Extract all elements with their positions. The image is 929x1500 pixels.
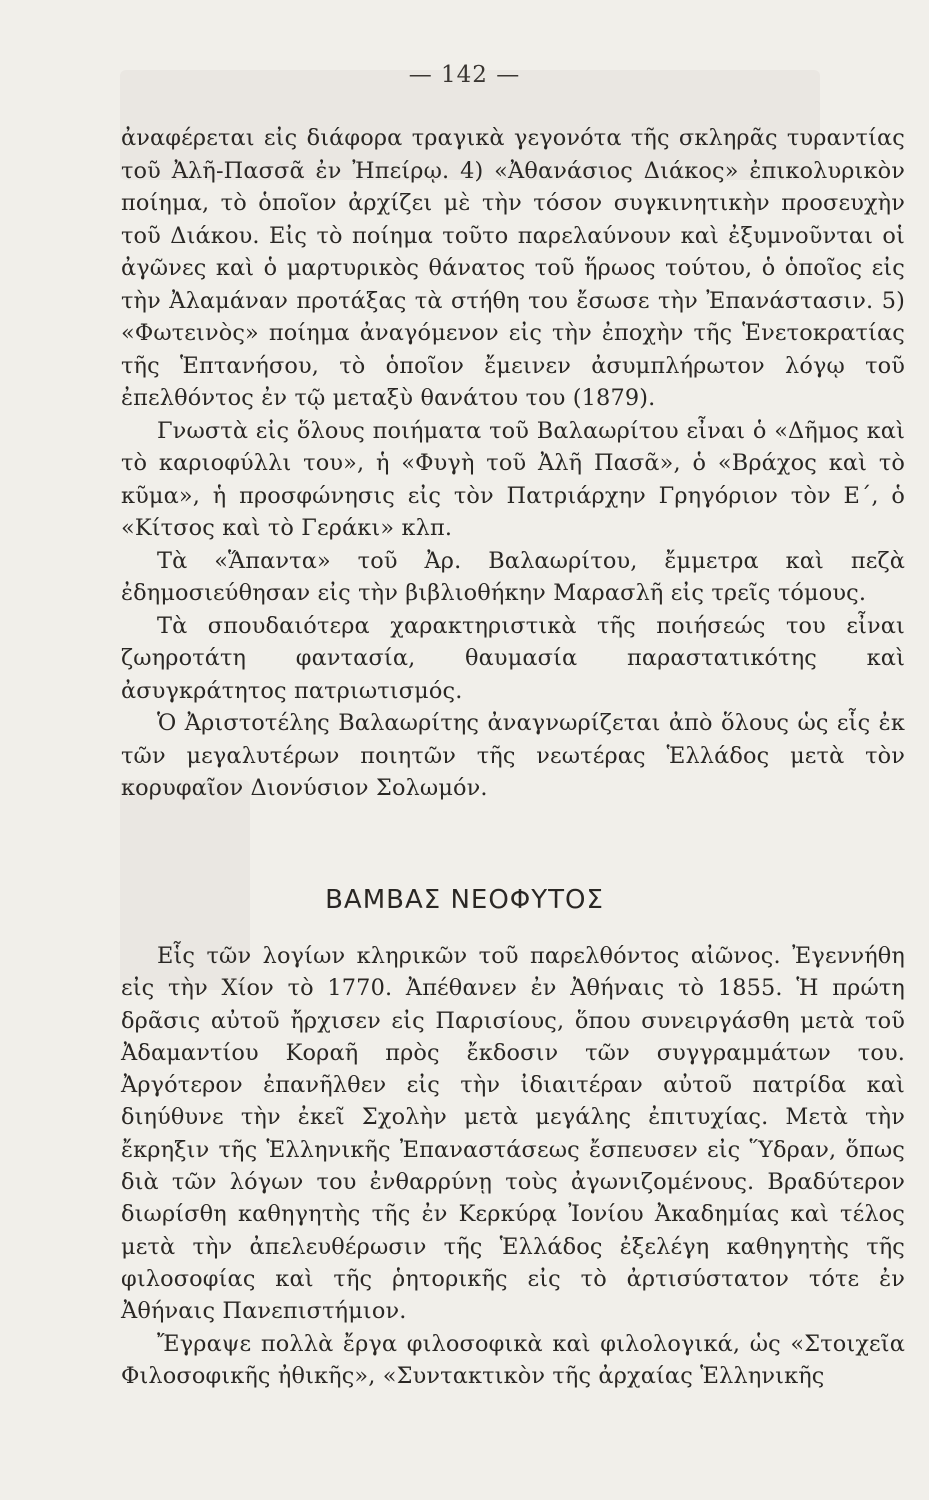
paragraph: Τὰ σπουδαιότερα χαρακτηριστικὰ τῆς ποιήσεώς του εἶναι ζωηροτάτη φαντασία, θαυμασία παραστατικότης καὶ ἀσυγκράτητος πατριωτισμός. <box>121 612 905 704</box>
bottom-text-block <box>121 940 905 1392</box>
paragraph: Εἷς τῶν λογίων κληρικῶν τοῦ παρελθόντος αἰῶνος. Ἐγεννήθη εἰς τὴν Χίον τὸ 1770. Ἀπέθανεν ἐν Ἀθήναις τὸ 1855. Ἡ πρώτη δρᾶσις αὐτοῦ ἤρχισεν εἰς Παρισίους, ὅπου συνειργάσθη μετὰ τοῦ Ἀδαμαντίου Κοραῆ πρὸς ἔκδοσιν τῶν συγγραμμάτων του. Ἀργότερον ἐπανῆλθεν εἰς τὴν ἰδιαιτέραν αὐτοῦ πατρίδα καὶ διηύθυνε τὴν ἐκεῖ Σχολὴν μετὰ μεγάλης ἐπιτυχίας. Μετὰ τὴν ἔκρηξιν τῆς Ἑλληνικῆς Ἐπαναστάσεως ἔσπευσεν εἰς Ὕδραν, ὅπως διὰ τῶν λόγων του ἐνθαρρύνῃ τοὺς ἀγωνιζομένους. Βραδύτερον διωρίσθη καθηγητὴς τῆς ἐν Κερκύρᾳ Ἰονίου Ἀκαδημίας καὶ τέλος μετὰ τὴν ἀπελευθέρωσιν τῆς Ἑλλάδος ἐξελέγη καθηγητὴς τῆς φιλοσοφίας καὶ τῆς ῥητορικῆς εἰς τὸ ἀρτισύστατον τότε ἐν Ἀθήναις Πανεπιστήμιον. <box>121 943 905 1325</box>
page-number: — 142 — <box>408 62 521 88</box>
paragraph: Γνωστὰ εἰς ὅλους ποιήματα τοῦ Βαλαωρίτου εἶναι ὁ «Δῆμος καὶ τὸ καριοφύλλι του», ἡ «Φυγὴ τοῦ Ἀλῆ Πασᾶ», ὁ «Βράχος καὶ τὸ κῦμα», ἡ προσφώνησις εἰς τὸν Πατριάρχην Γρηγόριον τὸν Ε΄, ὁ «Κίτσος καὶ τὸ Γεράκι» κλπ. <box>121 417 905 541</box>
paragraph: Ὁ Ἀριστοτέλης Βαλαωρίτης ἀναγνωρίζεται ἀπὸ ὅλους ὡς εἷς ἐκ τῶν μεγαλυτέρων ποιητῶν τῆς νεωτέρας Ἑλλάδος μετὰ τὸν κορυφαῖον Διονύσιον Σολωμόν. <box>121 710 905 801</box>
paragraph: Ἔγραψε πολλὰ ἔργα φιλοσοφικὰ καὶ φιλολογικά, ὡς «Στοιχεῖα Φιλοσοφικῆς ἠθικῆς», «Συντακτικὸν τῆς ἀρχαίας Ἑλληνικῆς <box>121 1330 905 1389</box>
paragraph: ἀναφέρεται εἰς διάφορα τραγικὰ γεγονότα τῆς σκληρᾶς τυραντίας τοῦ Ἀλῆ-Πασσᾶ ἐν Ἠπείρῳ. 4) «Ἀθανάσιος Διάκος» ἐπικολυρικὸν ποίημα, τὸ ὁποῖον ἀρχίζει μὲ τὴν τόσον συγκινητικὴν προσευχὴν τοῦ Διάκου. Εἰς τὸ ποίημα τοῦτο παρελαύνουν καὶ ἐξυμνοῦνται οἱ ἀγῶνες καὶ ὁ μαρτυρικὸς θάνατος τοῦ ἥρωος τούτου, ὁ ὁποῖος εἰς τὴν Ἀλαμάναν προτάξας τὰ στήθη του ἔσωσε τὴν Ἐπανάστασιν. 5) «Φωτεινὸς» ποίημα ἀναγόμενον εἰς τὴν ἐποχὴν τῆς Ἑνετοκρατίας τῆς Ἑπτανήσου, τὸ ὁποῖον ἔμεινεν ἀσυμπλήρωτον λόγῳ τοῦ ἐπελθόντος ἐν τῷ μεταξὺ θανάτου του (1879). <box>121 125 905 411</box>
section-heading: ΒΑΜΒΑΣ ΝΕΟΦΥΤΟΣ <box>325 885 604 915</box>
top-text-block <box>121 122 905 805</box>
paragraph: Τὰ «Ἅπαντα» τοῦ Ἀρ. Βαλαωρίτου, ἔμμετρα καὶ πεζὰ ἐδημοσιεύθησαν εἰς τὴν βιβλιοθήκην Μαρασλῆ εἰς τρεῖς τόμους. <box>121 547 905 606</box>
